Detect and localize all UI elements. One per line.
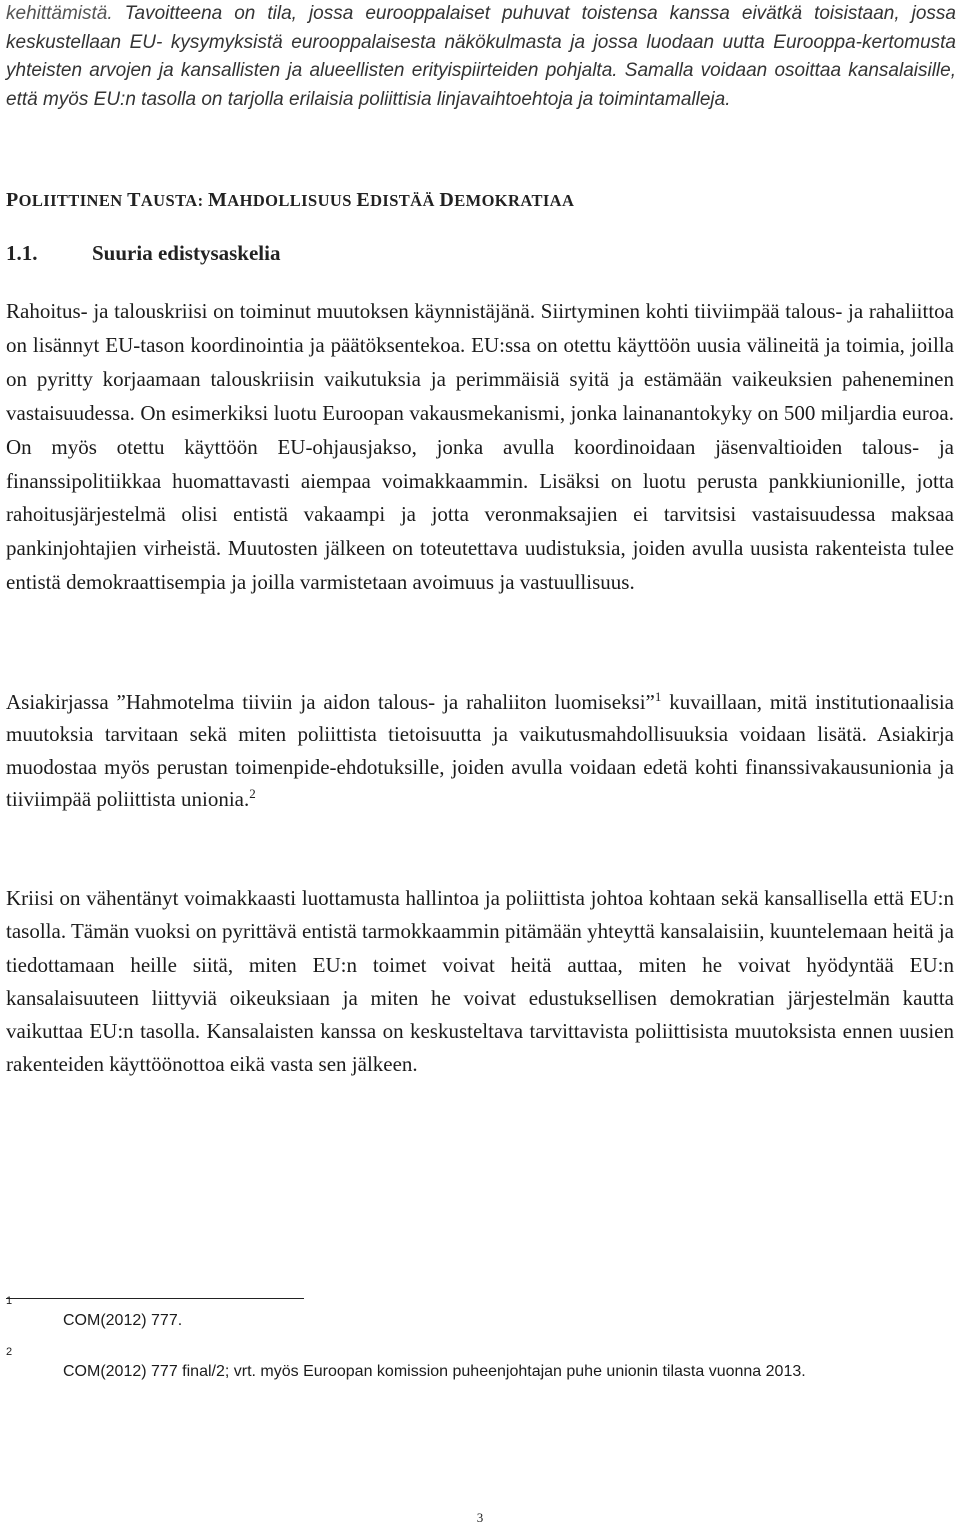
subsection-title: Suuria edistysaskelia	[92, 241, 281, 265]
heading-initial: E	[356, 189, 371, 211]
footnote	[6, 1346, 936, 1387]
heading-word: DISTÄÄ	[370, 191, 440, 210]
heading-initial: T	[127, 189, 141, 211]
heading-initial: M	[207, 189, 228, 211]
footnote-text: COM(2012) 777 final/2; vrt. myös Euroopan komission puheenjohtajan puhe unionin tilasta vuonna 2013.	[63, 1363, 806, 1380]
footnote-number: 2	[6, 1346, 13, 1358]
page-number: 3	[476, 1510, 484, 1525]
body-paragraph-2	[6, 686, 954, 815]
intro-text: Tavoitteena on tila, jossa eurooppalaiset puhuvat toistensa kanssa eivätkä toisistaan, jossa keskustellaan EU- kysymyksistä eurooppalaisesta näkökulmasta ja jossa luodaan uutta Eurooppa-kertomusta yhteisten arvojen ja kansallisten ja alueellisten erityispiirteiden pohjalta. Samalla voidaan osoittaa kansalaisille, että myös EU:n tasolla on tarjolla erilaisia poliittisia linjavaihtoehtoja ja toimintamalleja.	[6, 3, 956, 110]
heading-word: EMOKRATIAA	[454, 191, 575, 210]
heading-initial: D	[439, 189, 455, 211]
heading-word: AHDOLLISUUS	[227, 191, 357, 210]
heading-word: OLIITTINEN	[18, 191, 128, 210]
subsection-heading	[6, 241, 280, 266]
footnote	[6, 1295, 936, 1336]
footnote-reference[interactable]: 2	[249, 785, 256, 801]
footnote-reference[interactable]: 1	[654, 689, 662, 704]
intro-italic-paragraph	[6, 0, 956, 114]
body-paragraph-1: Rahoitus- ja talouskriisi on toiminut muutoksen käynnistäjänä. Siirtyminen kohti tiiviimpää talous- ja rahaliittoa on lisännyt EU-tason koordinointia ja päätöksentekoa. EU:ssa on otettu käyttöön uusia välineitä ja toimia, joilla on pyritty korjaamaan talouskriisin vaikutuksia ja perimmäisiä syitä ja estämään vaikeuksien paheneminen vastaisuudessa. On esimerkiksi luotu Euroopan vakausmekanismi, jonka lainanantokyky on 500 miljardia euroa. On myös otettu käyttöön EU-ohjausjakso, jonka avulla koordinoidaan jäsenvaltioiden talous- ja finanssipolitiikkaa huomattavasti aiempaa voimakkaammin. Lisäksi on luotu perusta pankkiunionille, jotta rahoitusjärjestelmä olisi entistä vakaampi ja jotta veronmaksajien ei tarvitsisi vastaisuudessa maksaa pankinjohtajien virheistä. Muutosten jälkeen on toteutettava uudistuksia, joiden avulla uusista rakenteista tulee entistä demokraattisempia ja joilla varmistetaan avoimuus ja vastuullisuus.	[6, 299, 954, 595]
section-heading	[6, 189, 574, 212]
subsection-number: 1.1.	[6, 241, 38, 265]
body-paragraph-3: Kriisi on vähentänyt voimakkaasti luottamusta hallintoa ja poliittista johtoa kohtaan sekä kansallisella että EU:n tasolla. Tämän vuoksi on pyrittävä entistä tarmokkaammin pitämään yhteyttä kansalaisiin, kuuntelemaan heitä ja tiedottamaan heille siitä, miten EU:n toimet voivat heitä auttaa, miten he voivat hyödyntää EU:n kansalaisuuteen liittyviä oikeuksiaan ja miten he voivat edustuksellisen demokratian järjestelmän kautta vaikuttaa EU:n tasolla. Kansalaisten kanssa on keskusteltava tarvittavista poliittisista muutoksista ennen uusien rakenteiden käyttöönottoa eikä vasta sen jälkeen.	[6, 886, 954, 1077]
paragraph-text: Asiakirjassa ”Hahmotelma tiiviin ja aidon talous- ja rahaliiton luomiseksi”	[6, 690, 655, 714]
footnote-number: 1	[6, 1295, 13, 1307]
heading-word: AUSTA:	[140, 191, 208, 210]
paragraph-text: kuvaillaan, mitä institutionaalisia muutoksia tarvitaan sekä miten poliittista tietoisuutta ja vaikutusmahdollisuuksia voidaan lisätä. Asiakirja muodostaa myös perustan toimenpide-ehdotuksille, joiden avulla voidaan edetä kohti finanssivakausunionia ja tiiviimpää poliittista unionia.	[6, 690, 954, 811]
footnote-separator	[6, 1298, 304, 1299]
intro-lead: kehittämistä.	[6, 3, 113, 24]
heading-initial: P	[6, 189, 19, 211]
footnote-text: COM(2012) 777.	[63, 1312, 183, 1329]
